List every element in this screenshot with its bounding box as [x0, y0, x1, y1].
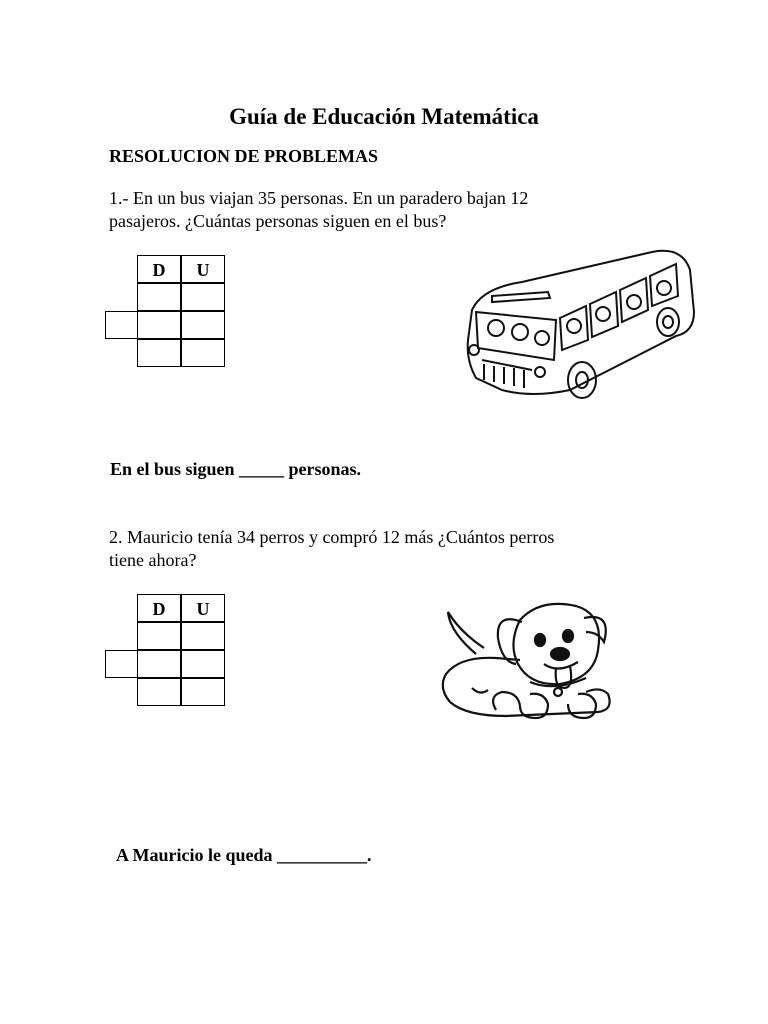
- grid-cell[interactable]: [137, 622, 181, 650]
- grid-cell[interactable]: [181, 283, 225, 311]
- problem-1-text: [109, 187, 629, 233]
- grid-cell[interactable]: [181, 650, 225, 678]
- grid-cell[interactable]: [181, 622, 225, 650]
- problem-1-line-1: 1.- En un bus viajan 35 personas. En un paradero bajan 12: [109, 188, 529, 208]
- grid-cell[interactable]: [137, 283, 181, 311]
- grid-header-tens: D: [137, 594, 181, 622]
- grid-cell[interactable]: [137, 311, 181, 339]
- grid-header-units: U: [181, 594, 225, 622]
- operation-sign-cell[interactable]: [105, 311, 138, 339]
- problem-2-line-1: 2. Mauricio tenía 34 perros y compró 12 más ¿Cuántos perros: [109, 527, 555, 547]
- grid-result-cell[interactable]: [137, 339, 181, 367]
- grid-header-units: U: [181, 255, 225, 283]
- section-subtitle: RESOLUCION DE PROBLEMAS: [109, 146, 379, 166]
- operation-sign-cell[interactable]: [105, 650, 138, 678]
- problem-1-line-2: pasajeros. ¿Cuántas personas siguen en el bus?: [109, 211, 447, 231]
- grid-header-tens: D: [137, 255, 181, 283]
- grid-cell[interactable]: [137, 650, 181, 678]
- grid-result-cell[interactable]: [181, 678, 225, 706]
- problem-1-answer: En el bus siguen _____ personas.: [110, 459, 362, 479]
- problem-2-line-2: tiene ahora?: [109, 550, 197, 570]
- problem-2-text: [109, 526, 629, 572]
- page-title: Guía de Educación Matemática: [229, 104, 539, 129]
- dog-illustration: [436, 592, 622, 726]
- problem-2-answer: A Mauricio le queda __________.: [116, 845, 372, 865]
- grid-cell[interactable]: [181, 311, 225, 339]
- bus-illustration: [462, 240, 698, 410]
- grid-result-cell[interactable]: [137, 678, 181, 706]
- grid-result-cell[interactable]: [181, 339, 225, 367]
